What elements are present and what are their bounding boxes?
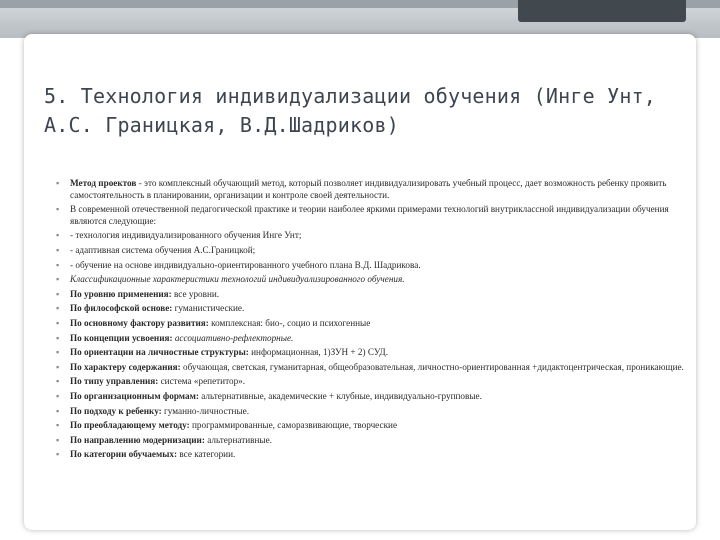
list-item [56,289,688,301]
item-label: По преобладающему методу: [70,420,190,431]
list-item [56,347,688,359]
item-text: система «репетитор». [158,376,246,387]
list-item [56,260,688,272]
bullet-icon: ▪ [56,390,60,401]
item-label: По направлению модернизации: [70,434,205,445]
list-item [56,333,688,345]
slide-title: 5. Технология индивидуализации обучения (Инге Унт, А.С. Границкая, В.Д.Шадриков) [44,84,657,137]
bullet-icon: ▪ [56,332,60,343]
list-item [56,303,688,315]
bullet-icon: ▪ [56,230,60,241]
item-label: По организационным формам: [70,390,199,401]
slide-content [56,178,688,464]
item-label: По подходу к ребенку: [70,405,162,416]
item-text: - адаптивная система обучения А.С.Границкой; [70,244,256,255]
item-label: По основному фактору развития: [70,317,209,328]
bullet-icon: ▪ [56,347,60,358]
bullet-icon: ▪ [56,449,60,460]
item-label: По концепции усвоения: [70,332,173,343]
item-label: По категории обучаемых: [70,449,178,460]
item-text: - технология индивидуализированного обучения Инге Унт; [70,230,302,241]
bullet-icon: ▪ [56,420,60,431]
item-text: гуманно-личностные. [161,405,250,416]
item-text: все уровни. [171,288,220,299]
bullet-icon: ▪ [56,317,60,328]
list-item [56,318,688,330]
list-item [56,406,688,418]
bullet-icon: ▪ [56,244,60,255]
bullet-icon: ▪ [56,361,60,372]
item-text: Классификационные характеристики технологий индивидуализированного обучения. [70,274,405,285]
list-item [56,274,688,286]
item-text: информационная, 1)ЗУН + 2) СУД. [248,347,389,358]
item-text: - это комплексный обучающий метод, который позволяет индивидуализировать учебный процесс, дает возможность ребенку проявить самостоятельность в планировании, организации и контроле своей деятельности. [70,178,667,200]
bullet-icon: ▪ [56,288,60,299]
list-item [56,245,688,257]
item-text: - обучение на основе индивидуально-ориентированного учебного плана В.Д. Шадрикова. [70,259,421,270]
item-text: все категории. [177,449,236,460]
bullet-icon: ▪ [56,274,60,285]
list-item [56,420,688,432]
item-label: Метод проектов [70,178,137,188]
item-label: По уровню применения: [70,288,172,299]
bullet-icon: ▪ [56,259,60,270]
bullet-icon: ▪ [56,376,60,387]
item-text: альтернативные, академические + клубные, индивидуально-групповые. [198,390,482,401]
item-text: альтернативные. [204,434,272,445]
list-item [56,178,688,201]
item-text: ассоциативно-рефлекторные. [172,332,294,343]
list-item [56,376,688,388]
item-text: гуманистические. [172,303,245,314]
bullet-list [56,178,688,461]
bullet-icon: ▪ [56,405,60,416]
item-label: По типу управления: [70,376,159,387]
list-item [56,204,688,227]
item-text: В современной отечественной педагогической практике и теории наиболее яркими примерами технологий внутриклассной индивидуализации обучения являются следующие: [70,204,669,226]
bullet-icon: ▪ [56,303,60,314]
list-item [56,391,688,403]
bullet-icon: ▪ [56,204,60,215]
item-text: обучающая, светская, гуманитарная, общеобразовательная, личностно-ориентированная +дидактоцентрическая, проникающие. [180,361,684,372]
item-label: По характеру содержания: [70,361,181,372]
slide-top-accent [518,0,686,22]
bullet-icon: ▪ [56,434,60,445]
list-item [56,449,688,461]
list-item [56,230,688,242]
item-text: комплексная: био-, социо и психогенные [208,317,371,328]
bullet-icon: ▪ [56,178,60,188]
item-label: По ориентации на личностные структуры: [70,347,249,358]
item-label: По философской основе: [70,303,173,314]
list-item [56,435,688,447]
list-item [56,362,688,374]
item-text: программированные, саморазвивающие, творческие [189,420,398,431]
